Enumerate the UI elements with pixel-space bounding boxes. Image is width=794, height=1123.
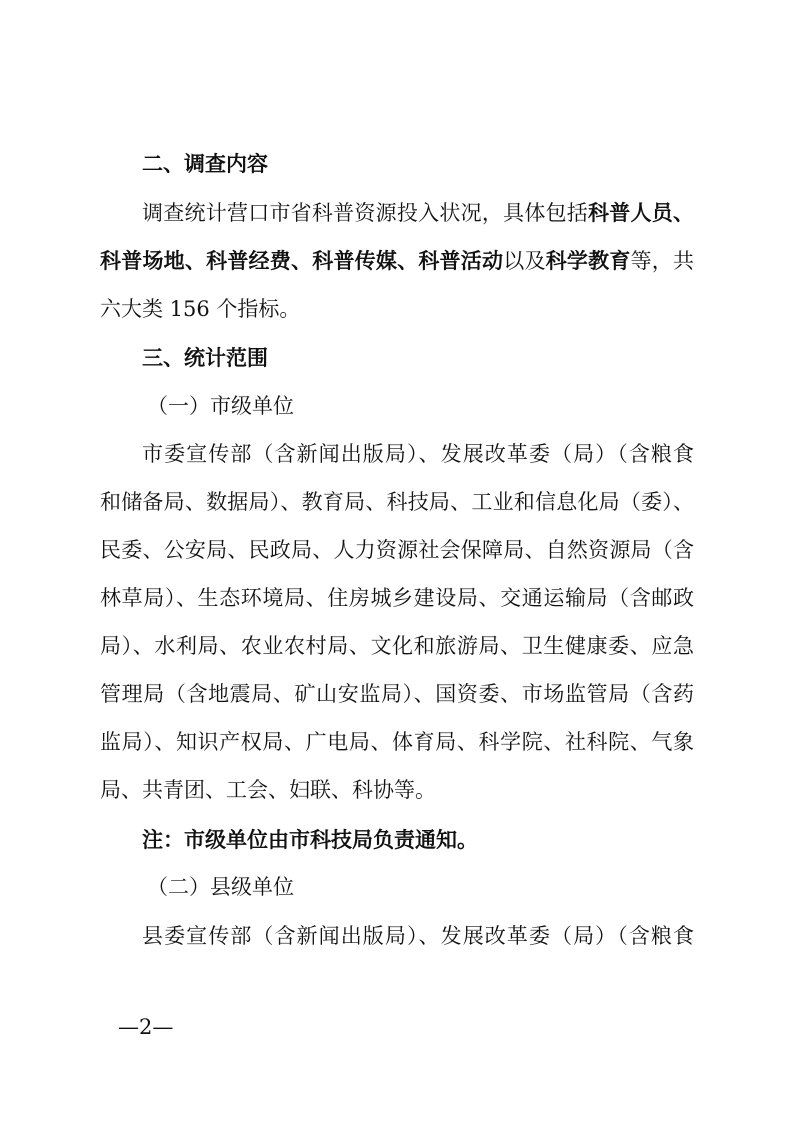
- paragraph-line: 民委、公安局、民政局、人力资源社会保障局、自然资源局（含: [100, 538, 694, 562]
- subsection-heading-city-level: （一）市级单位: [147, 394, 294, 418]
- bold-text-span: 科学教育: [545, 249, 631, 273]
- paragraph-line: 六大类 156 个指标。: [100, 297, 301, 321]
- paragraph-line: 市委宣传部（含新闻出版局）、发展改革委（局）（含粮食: [142, 442, 694, 466]
- section-heading-survey-content: 二、调查内容: [142, 152, 268, 176]
- paragraph-line: 和储备局、数据局）、教育局、科技局、工业和信息化局（委）、: [100, 490, 694, 514]
- paragraph-line: 监局）、知识产权局、广电局、体育局、科学院、社科院、气象: [100, 730, 694, 754]
- text-span: 调查统计营口市省科普资源投入状况，具体包括: [142, 201, 589, 225]
- text-span: 等，共: [630, 249, 694, 273]
- note-text: 注：市级单位由市科技局负责通知。: [142, 828, 478, 852]
- bold-text-span: 科普场地、科普经费、科普传媒、科普活动: [100, 249, 504, 273]
- paragraph-line: 局）、水利局、农业农村局、文化和旅游局、卫生健康委、应急: [100, 634, 694, 658]
- paragraph-line: [142, 199, 694, 227]
- bold-text-span: 科普人员、: [588, 201, 694, 225]
- paragraph-line: 林草局）、生态环境局、住房城乡建设局、交通运输局（含邮政: [100, 586, 694, 610]
- paragraph-line: 管理局（含地震局、矿山安监局）、国资委、市场监管局（含药: [100, 682, 694, 706]
- subsection-heading-county-level: （二）县级单位: [147, 875, 294, 899]
- paragraph-line: 县委宣传部（含新闻出版局）、发展改革委（局）（含粮食: [142, 924, 694, 948]
- paragraph-line: [100, 247, 694, 275]
- paragraph-line: 局、共青团、工会、妇联、科协等。: [100, 778, 436, 802]
- section-heading-statistics-scope: 三、统计范围: [142, 346, 268, 370]
- page-number: —2—: [118, 1015, 174, 1039]
- text-span: 以及: [503, 249, 546, 273]
